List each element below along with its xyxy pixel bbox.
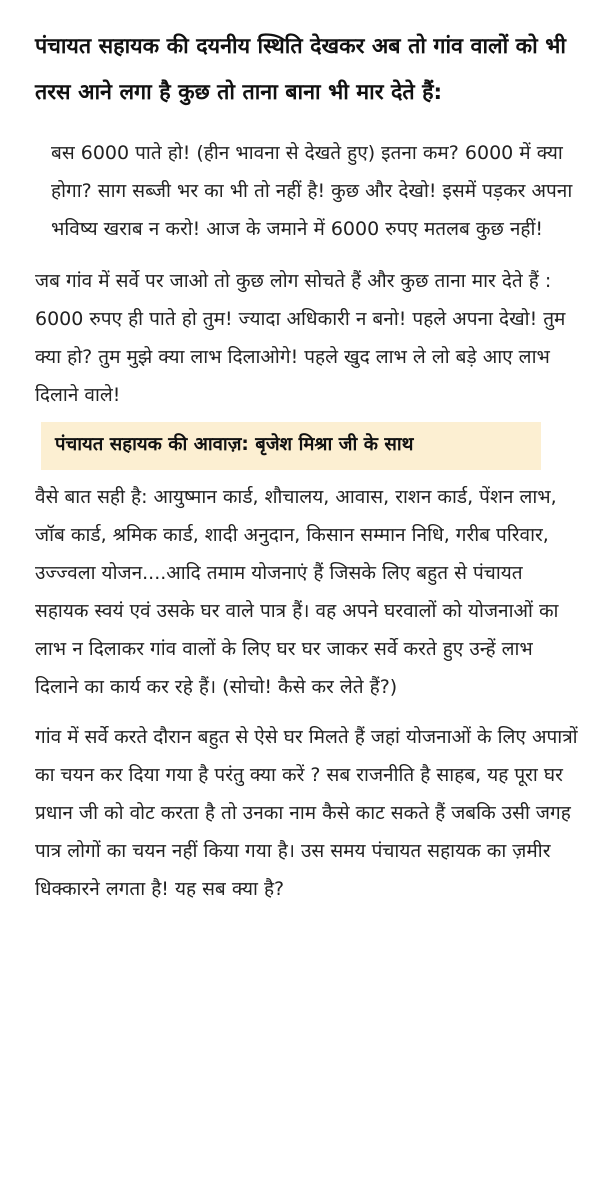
paragraph-taunts: जब गांव में सर्वे पर जाओ तो कुछ लोग सोचते हैं और कुछ ताना मार देते हैं : 6000 रुपए ही पाते हो तुम! ज्यादा अधिकारी न बनो! पहले अपना देखो! तुम क्या हो? तुम मुझे क्या लाभ दिलाओगे! पहले खुद लाभ ले लो बड़े आए लाभ दिलाने वाले! xyxy=(35,270,566,406)
article-headline: पंचायत सहायक की दयनीय स्थिति देखकर अब तो गांव वालों को भी तरस आने लगा है कुछ तो ताना बाना भी मार देते हैं: xyxy=(35,34,566,105)
highlight-banner xyxy=(41,422,541,470)
highlight-text: पंचायत सहायक की आवाज़: बृजेश मिश्रा जी के साथ xyxy=(55,434,414,455)
paragraph-schemes: वैसे बात सही है: आयुष्मान कार्ड, शौचालय, आवास, राशन कार्ड, पेंशन लाभ, जॉब कार्ड, श्रमिक कार्ड, शादी अनुदान, किसान सम्मान निधि, गरीब परिवार, उज्ज्वला योजन....आदि तमाम योजनाएं हैं जिसके लिए बहुत से पंचायत सहायक स्वयं एवं उसके घर वाले पात्र हैं। वह अपने घरवालों को योजनाओं का लाभ न दिलाकर गांव वालों के लिए घर घर जाकर सर्वे करते हुए उन्हें लाभ दिलाने का कार्य कर रहे हैं। (सोचो! कैसे कर लेते हैं?) xyxy=(35,486,559,698)
paragraph-survey: गांव में सर्वे करते दौरान बहुत से ऐसे घर मिलते हैं जहां योजनाओं के लिए अपात्रों का चयन कर दिया गया है परंतु क्या करें ? सब राजनीति है साहब, यह पूरा घर प्रधान जी को वोट करता है तो उनका नाम कैसे काट सकते हैं जबकि उसी जगह पात्र लोगों का चयन नहीं किया गया है। उस समय पंचायत सहायक का ज़मीर धिक्कारने लगता है! यह सब क्या है? xyxy=(35,726,578,900)
paragraph-intro: बस 6000 पाते हो! (हीन भावना से देखते हुए) इतना कम? 6000 में क्या होगा? साग सब्जी भर का भी तो नहीं है! कुछ और देखो! इसमें पड़कर अपना भविष्य खराब न करो! आज के जमाने में 6000 रुपए मतलब कुछ नहीं! xyxy=(51,142,573,240)
